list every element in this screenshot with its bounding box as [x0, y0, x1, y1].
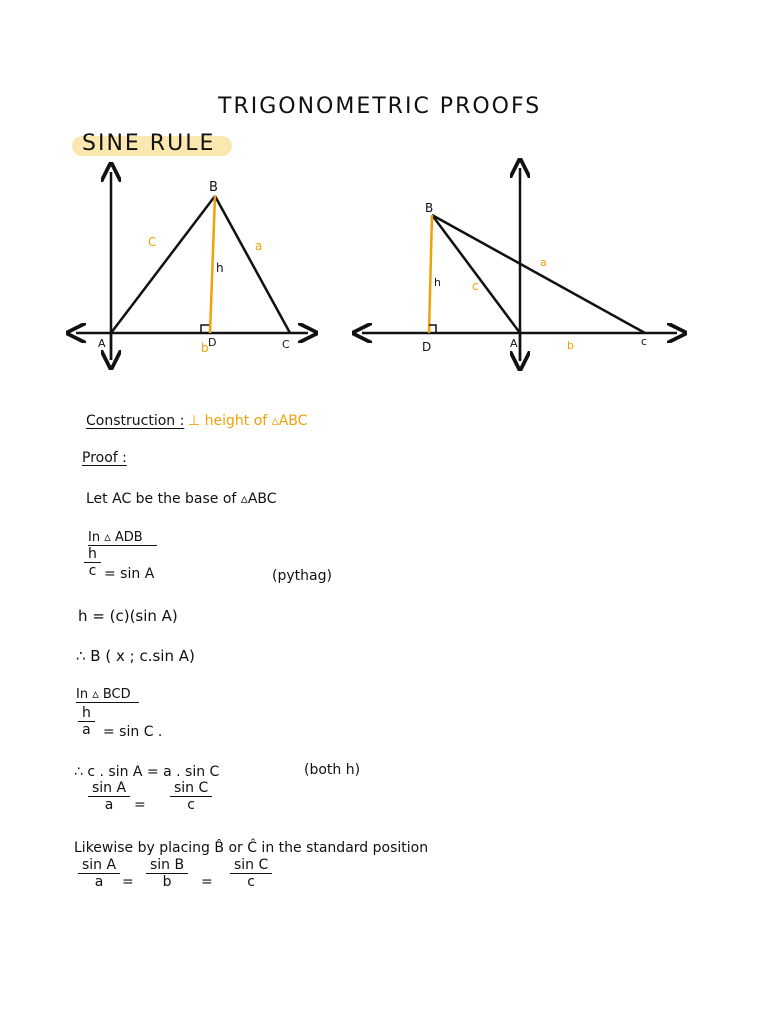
fraction-numerator: sin A — [92, 780, 127, 796]
eq-sin-c: = sin C . — [103, 724, 163, 740]
fraction-h-over-c — [84, 546, 101, 579]
fig2-label-a: a — [540, 256, 547, 269]
fraction-denominator: c — [187, 797, 195, 813]
label-A: A — [98, 337, 106, 350]
fraction-denominator: a — [94, 874, 104, 890]
label-B: B — [209, 180, 218, 195]
fraction-numerator: sin A — [82, 857, 117, 873]
proof-line-base: Let AC be the base of ▵ABC — [86, 491, 277, 507]
height-h — [210, 196, 215, 333]
fraction-numerator: sin B — [150, 857, 185, 873]
fig2-label-C: c — [641, 335, 648, 348]
label-C: C — [282, 338, 290, 351]
fraction-denominator: b — [162, 874, 172, 890]
in-triangle-adb: In ▵ ADB — [88, 530, 157, 546]
fraction-numerator: h — [88, 546, 97, 562]
fig2-height-h — [429, 215, 432, 333]
eq-h-value: h = (c)(sin A) — [78, 607, 178, 625]
fig2-label-B: B — [425, 201, 434, 215]
fraction-denominator: c — [247, 874, 255, 890]
fraction-h-over-a — [78, 705, 95, 738]
label-c: C — [148, 235, 157, 249]
in-triangle-bcd: In ▵ BCD — [76, 687, 139, 703]
construction-text: ⊥ height of ▵ABC — [188, 413, 308, 429]
fig2-label-A: A — [510, 337, 518, 350]
fraction-denominator: c — [88, 563, 97, 579]
fraction-denominator: a — [104, 797, 114, 813]
label-D: D — [208, 336, 217, 349]
page-title: TRIGONOMETRIC PROOFS — [218, 94, 542, 119]
equals-sign-2: = — [201, 874, 213, 890]
fraction-numerator: h — [82, 705, 91, 721]
equals-sign-1: = — [122, 874, 134, 890]
eq-sin-a: = sin A — [104, 566, 155, 582]
fig2-side-a — [432, 215, 645, 333]
fraction-denominator: a — [82, 722, 91, 738]
construction-label: Construction : — [86, 413, 185, 429]
fig2-label-D: D — [422, 340, 432, 354]
label-a: a — [255, 239, 263, 253]
side-c — [111, 196, 215, 333]
fig2-side-c — [432, 215, 520, 333]
section-heading: SINE RULE — [82, 131, 216, 156]
fraction-sinc-over-c-final — [230, 857, 272, 890]
pythag-note: (pythag) — [272, 568, 332, 584]
proof-label: Proof : — [82, 450, 127, 466]
side-a — [215, 196, 290, 333]
fraction-sina-over-a-final — [78, 857, 120, 890]
fig2-label-b: b — [567, 339, 574, 352]
both-h-note: (both h) — [304, 762, 361, 778]
eq-therefore: ∴ c . sin A = a . sin C — [74, 764, 220, 780]
label-h: h — [216, 261, 224, 275]
fraction-numerator: sin C — [234, 857, 269, 873]
eq-point-b: ∴ B ( x ; c.sin A) — [76, 647, 195, 665]
likewise-line: Likewise by placing B̂ or Ĉ in the standard position — [74, 840, 429, 856]
fraction-sinc-over-c — [170, 780, 212, 813]
fraction-sina-over-a — [88, 780, 130, 813]
label-b: b — [201, 341, 209, 355]
fig2-label-c: c — [472, 279, 479, 293]
fig2-label-h: h — [434, 276, 441, 289]
equals-sign: = — [134, 797, 146, 813]
diagram-triangle-acute — [0, 0, 768, 400]
fraction-sinb-over-b — [146, 857, 188, 890]
fraction-numerator: sin C — [174, 780, 209, 796]
